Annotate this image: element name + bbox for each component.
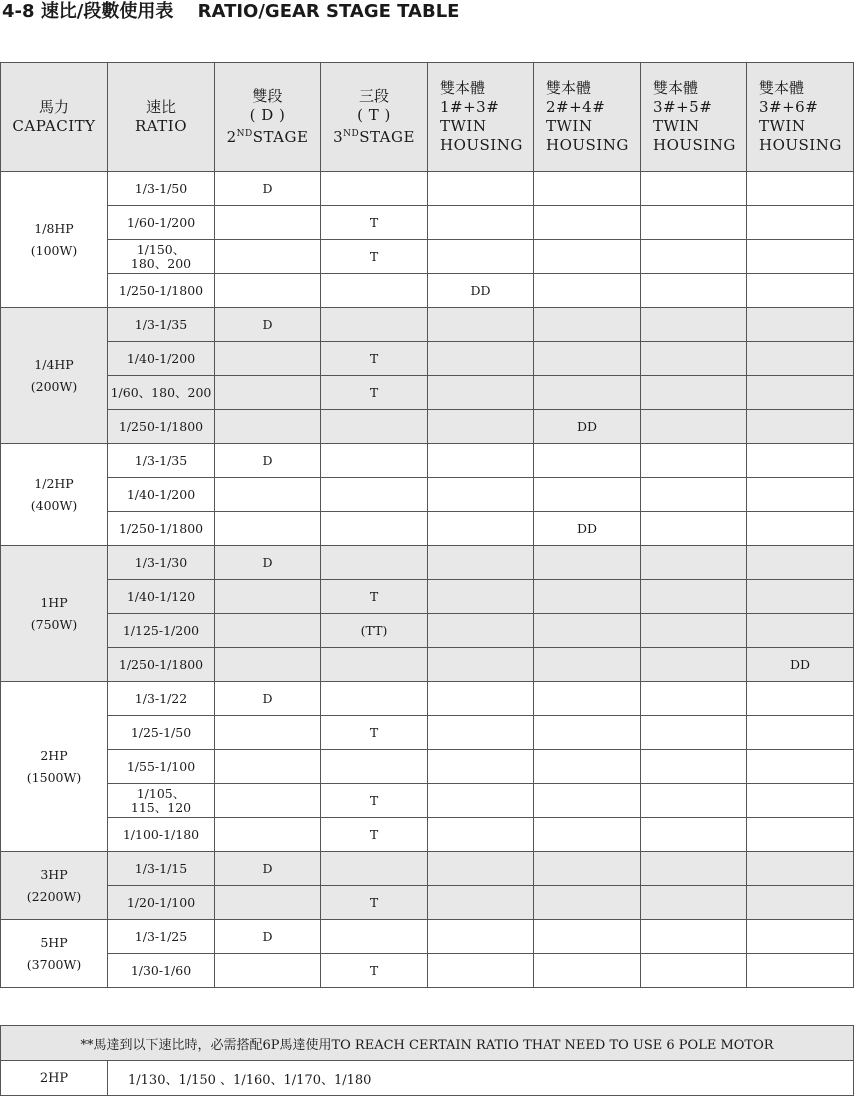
stage-cell: T (321, 580, 428, 614)
stage-cell (641, 342, 747, 376)
table-row (1, 920, 854, 954)
capacity-hp: 3HP (40, 866, 68, 882)
note-data-row (1, 1061, 854, 1096)
stage-cell (321, 512, 428, 546)
stage-cell (641, 580, 747, 614)
ratio-cell (108, 648, 215, 682)
table-row (1, 614, 854, 648)
stage-cell (428, 478, 534, 512)
ratio-stage-table (0, 62, 854, 988)
table-row (1, 342, 854, 376)
stage-cell (321, 478, 428, 512)
stage-cell (428, 172, 534, 206)
stage-cell (534, 308, 641, 342)
table-row (1, 308, 854, 342)
stage-cell: D (215, 308, 321, 342)
stage-cell (321, 750, 428, 784)
page-title (2, 0, 459, 26)
stage-cell (215, 648, 321, 682)
table-row (1, 444, 854, 478)
header-3rd-stage: 三段 ( T ) 3NDSTAGE (321, 63, 428, 172)
ratio-cell (108, 716, 215, 750)
stage-cell (747, 274, 854, 308)
ratio-text: 1/40-1/200 (126, 486, 196, 502)
stage-cell (428, 512, 534, 546)
stage-cell (747, 784, 854, 818)
ratio-text: 1/105、 (136, 785, 186, 801)
header-capacity: 馬力 CAPACITY (1, 63, 108, 172)
ratio-text: 1/3-1/30 (134, 554, 188, 570)
ratio-text: 1/60、180、200 (110, 384, 212, 400)
stage-cell (215, 784, 321, 818)
ratio-text: 1/3-1/50 (134, 180, 188, 196)
stage-cell (534, 206, 641, 240)
stage-cell: DD (428, 274, 534, 308)
stage-cell (747, 920, 854, 954)
stage-cell (747, 954, 854, 988)
capacity-hp: 1/2HP (34, 475, 74, 491)
stage-cell (747, 206, 854, 240)
stage-cell (641, 716, 747, 750)
stage-cell (534, 614, 641, 648)
stage-cell (215, 580, 321, 614)
stage-cell (215, 478, 321, 512)
stage-cell (641, 682, 747, 716)
stage-cell (428, 580, 534, 614)
capacity-hp: 2HP (40, 747, 68, 763)
stage-cell (747, 308, 854, 342)
title-chinese: 速比/段數使用表 (40, 1, 174, 22)
stage-cell (534, 342, 641, 376)
stage-cell (534, 478, 641, 512)
stage-cell (428, 546, 534, 580)
ratio-cell (108, 206, 215, 240)
stage-cell (428, 444, 534, 478)
stage-cell (641, 172, 747, 206)
stage-cell: DD (747, 648, 854, 682)
ratio-text: 180、200 (130, 255, 192, 271)
ratio-cell (108, 682, 215, 716)
note-header-row (1, 1026, 854, 1061)
stage-cell (641, 444, 747, 478)
ratio-cell (108, 240, 215, 274)
table-row (1, 546, 854, 580)
stage-cell: D (215, 920, 321, 954)
ratio-cell (108, 546, 215, 580)
ratio-cell (108, 308, 215, 342)
ratio-cell (108, 172, 215, 206)
capacity-hp: 1/8HP (34, 220, 74, 236)
table-row (1, 954, 854, 988)
stage-cell (215, 376, 321, 410)
stage-cell (747, 852, 854, 886)
header-ratio: 速比 RATIO (108, 63, 215, 172)
stage-cell (321, 410, 428, 444)
table-row (1, 750, 854, 784)
ratio-text: 1/250-1/1800 (118, 520, 204, 536)
stage-cell: D (215, 172, 321, 206)
stage-cell (641, 376, 747, 410)
stage-cell (428, 614, 534, 648)
stage-cell (641, 818, 747, 852)
table-row (1, 206, 854, 240)
ratio-text: 1/60-1/200 (126, 214, 196, 230)
stage-cell: DD (534, 512, 641, 546)
header-row (1, 63, 854, 172)
stage-cell (428, 716, 534, 750)
stage-cell: T (321, 376, 428, 410)
stage-cell (534, 546, 641, 580)
table-row (1, 172, 854, 206)
stage-cell (534, 682, 641, 716)
stage-cell (428, 682, 534, 716)
stage-cell: T (321, 886, 428, 920)
stage-cell: D (215, 682, 321, 716)
stage-cell (641, 886, 747, 920)
table-row (1, 274, 854, 308)
ratio-text: 1/55-1/100 (126, 758, 196, 774)
table-row (1, 682, 854, 716)
capacity-watt: (400W) (30, 497, 78, 513)
ratio-cell (108, 614, 215, 648)
stage-cell (641, 240, 747, 274)
stage-cell (747, 750, 854, 784)
ratio-text: 1/250-1/1800 (118, 418, 204, 434)
stage-cell (215, 818, 321, 852)
stage-cell (641, 920, 747, 954)
capacity-cell (1, 682, 108, 852)
ratio-cell (108, 750, 215, 784)
ratio-text: 1/30-1/60 (130, 962, 192, 978)
stage-cell (215, 240, 321, 274)
stage-cell (534, 240, 641, 274)
stage-cell (428, 206, 534, 240)
note-text: **馬達到以下速比時，必需搭配6P馬達使用TO REACH CERTAIN RATIO THAT NEED TO USE 6 POLE MOTOR (1, 1026, 854, 1061)
ratio-text: 115、120 (130, 799, 192, 815)
ratio-cell (108, 784, 215, 818)
ratio-cell (108, 478, 215, 512)
ratio-text: 1/25-1/50 (130, 724, 192, 740)
six-pole-note-table (0, 1025, 854, 1096)
capacity-cell (1, 444, 108, 546)
ratio-text: 1/40-1/200 (126, 350, 196, 366)
ratio-text: 1/250-1/1800 (118, 656, 204, 672)
header-2nd-stage: 雙段 ( D ) 2NDSTAGE (215, 63, 321, 172)
stage-cell (747, 818, 854, 852)
stage-cell (215, 342, 321, 376)
stage-cell (534, 444, 641, 478)
header-twin-housing-2: 雙本體 2#+4# TWIN HOUSING (534, 63, 641, 172)
ratio-cell (108, 274, 215, 308)
ratio-text: 1/20-1/100 (126, 894, 196, 910)
header-twin-housing-1: 雙本體 1#+3# TWIN HOUSING (428, 63, 534, 172)
stage-cell (641, 954, 747, 988)
stage-cell: T (321, 206, 428, 240)
stage-cell (641, 512, 747, 546)
stage-cell (428, 308, 534, 342)
stage-cell: D (215, 546, 321, 580)
stage-cell (215, 410, 321, 444)
capacity-cell (1, 852, 108, 920)
stage-cell (641, 308, 747, 342)
stage-cell (534, 784, 641, 818)
note-ratios: 1/130、1/150 、1/160、1/170、1/180 (108, 1061, 854, 1096)
stage-cell (747, 410, 854, 444)
table-row (1, 886, 854, 920)
stage-cell (534, 274, 641, 308)
stage-cell (641, 206, 747, 240)
ratio-cell (108, 376, 215, 410)
stage-cell (641, 410, 747, 444)
stage-cell (641, 614, 747, 648)
stage-cell (641, 478, 747, 512)
ratio-cell (108, 444, 215, 478)
stage-cell (215, 954, 321, 988)
ratio-cell (108, 818, 215, 852)
stage-cell (641, 648, 747, 682)
stage-cell (534, 172, 641, 206)
stage-cell (641, 546, 747, 580)
ratio-text: 1/3-1/15 (134, 860, 188, 876)
stage-cell (534, 818, 641, 852)
stage-cell (428, 954, 534, 988)
stage-cell (534, 886, 641, 920)
capacity-hp: 5HP (40, 934, 68, 950)
stage-cell (747, 682, 854, 716)
stage-cell: T (321, 954, 428, 988)
header-twin-housing-4: 雙本體 3#+6# TWIN HOUSING (747, 63, 854, 172)
capacity-watt: (2200W) (26, 888, 82, 904)
capacity-cell (1, 172, 108, 308)
ratio-text: 1/3-1/35 (134, 316, 188, 332)
stage-cell: T (321, 240, 428, 274)
capacity-watt: (1500W) (26, 769, 82, 785)
stage-cell (641, 784, 747, 818)
ratio-text: 1/3-1/35 (134, 452, 188, 468)
ratio-cell (108, 886, 215, 920)
stage-cell (534, 954, 641, 988)
stage-cell (321, 682, 428, 716)
stage-cell (534, 716, 641, 750)
stage-cell (215, 750, 321, 784)
stage-cell (215, 206, 321, 240)
table-row (1, 478, 854, 512)
table-row (1, 376, 854, 410)
ratio-cell (108, 580, 215, 614)
table-row (1, 410, 854, 444)
stage-cell (747, 580, 854, 614)
stage-cell (428, 784, 534, 818)
stage-cell: (TT) (321, 614, 428, 648)
capacity-watt: (200W) (30, 378, 78, 394)
stage-cell (747, 546, 854, 580)
ratio-cell (108, 920, 215, 954)
stage-cell (534, 376, 641, 410)
ratio-text: 1/100-1/180 (122, 826, 200, 842)
stage-cell (747, 512, 854, 546)
table-row (1, 852, 854, 886)
table-row (1, 648, 854, 682)
stage-cell (534, 580, 641, 614)
ratio-cell (108, 852, 215, 886)
stage-cell (215, 614, 321, 648)
table-row (1, 240, 854, 274)
ratio-text: 1/3-1/25 (134, 928, 188, 944)
header-twin-housing-3: 雙本體 3#+5# TWIN HOUSING (641, 63, 747, 172)
stage-cell (321, 172, 428, 206)
ratio-text: 1/40-1/120 (126, 588, 196, 604)
ratio-cell (108, 410, 215, 444)
title-english: RATIO/GEAR STAGE TABLE (197, 1, 460, 22)
stage-cell (641, 274, 747, 308)
capacity-hp: 1/4HP (34, 356, 74, 372)
stage-cell: T (321, 818, 428, 852)
stage-cell (321, 308, 428, 342)
ratio-text: 1/3-1/22 (134, 690, 188, 706)
stage-cell (215, 274, 321, 308)
stage-cell (428, 410, 534, 444)
table-row (1, 512, 854, 546)
stage-cell: T (321, 784, 428, 818)
stage-cell (321, 546, 428, 580)
stage-cell (641, 750, 747, 784)
stage-cell (428, 886, 534, 920)
stage-cell (534, 750, 641, 784)
stage-cell (321, 648, 428, 682)
stage-cell (747, 444, 854, 478)
capacity-watt: (100W) (30, 242, 78, 258)
stage-cell (747, 172, 854, 206)
table-row (1, 818, 854, 852)
capacity-cell (1, 920, 108, 988)
stage-cell (321, 444, 428, 478)
table-body (1, 172, 854, 988)
note-capacity: 2HP (1, 1061, 108, 1096)
stage-cell (215, 512, 321, 546)
stage-cell (747, 478, 854, 512)
stage-cell: T (321, 342, 428, 376)
stage-cell (428, 342, 534, 376)
stage-cell (215, 886, 321, 920)
table-row (1, 784, 854, 818)
capacity-cell (1, 308, 108, 444)
ratio-text: 1/150、 (136, 241, 186, 257)
stage-cell (747, 886, 854, 920)
stage-cell (428, 648, 534, 682)
section-number: 4-8 (2, 1, 35, 22)
stage-cell (534, 920, 641, 954)
stage-cell (747, 376, 854, 410)
stage-cell (215, 716, 321, 750)
stage-cell (428, 818, 534, 852)
capacity-cell (1, 546, 108, 682)
stage-cell (321, 920, 428, 954)
ratio-cell (108, 512, 215, 546)
stage-cell (428, 852, 534, 886)
stage-cell (321, 274, 428, 308)
stage-cell (747, 614, 854, 648)
stage-cell: DD (534, 410, 641, 444)
capacity-watt: (3700W) (26, 956, 82, 972)
ratio-cell (108, 342, 215, 376)
stage-cell (428, 240, 534, 274)
stage-cell (321, 852, 428, 886)
table-row (1, 716, 854, 750)
ratio-text: 1/125-1/200 (122, 622, 200, 638)
stage-cell (534, 648, 641, 682)
stage-cell (428, 920, 534, 954)
stage-cell: D (215, 852, 321, 886)
stage-cell (534, 852, 641, 886)
stage-cell (747, 716, 854, 750)
stage-cell: T (321, 716, 428, 750)
capacity-hp: 1HP (40, 594, 68, 610)
ratio-cell (108, 954, 215, 988)
ratio-text: 1/250-1/1800 (118, 282, 204, 298)
stage-cell (641, 852, 747, 886)
stage-cell (747, 240, 854, 274)
stage-cell (747, 342, 854, 376)
stage-cell (428, 750, 534, 784)
stage-cell: D (215, 444, 321, 478)
stage-cell (428, 376, 534, 410)
capacity-watt: (750W) (30, 616, 78, 632)
table-row (1, 580, 854, 614)
